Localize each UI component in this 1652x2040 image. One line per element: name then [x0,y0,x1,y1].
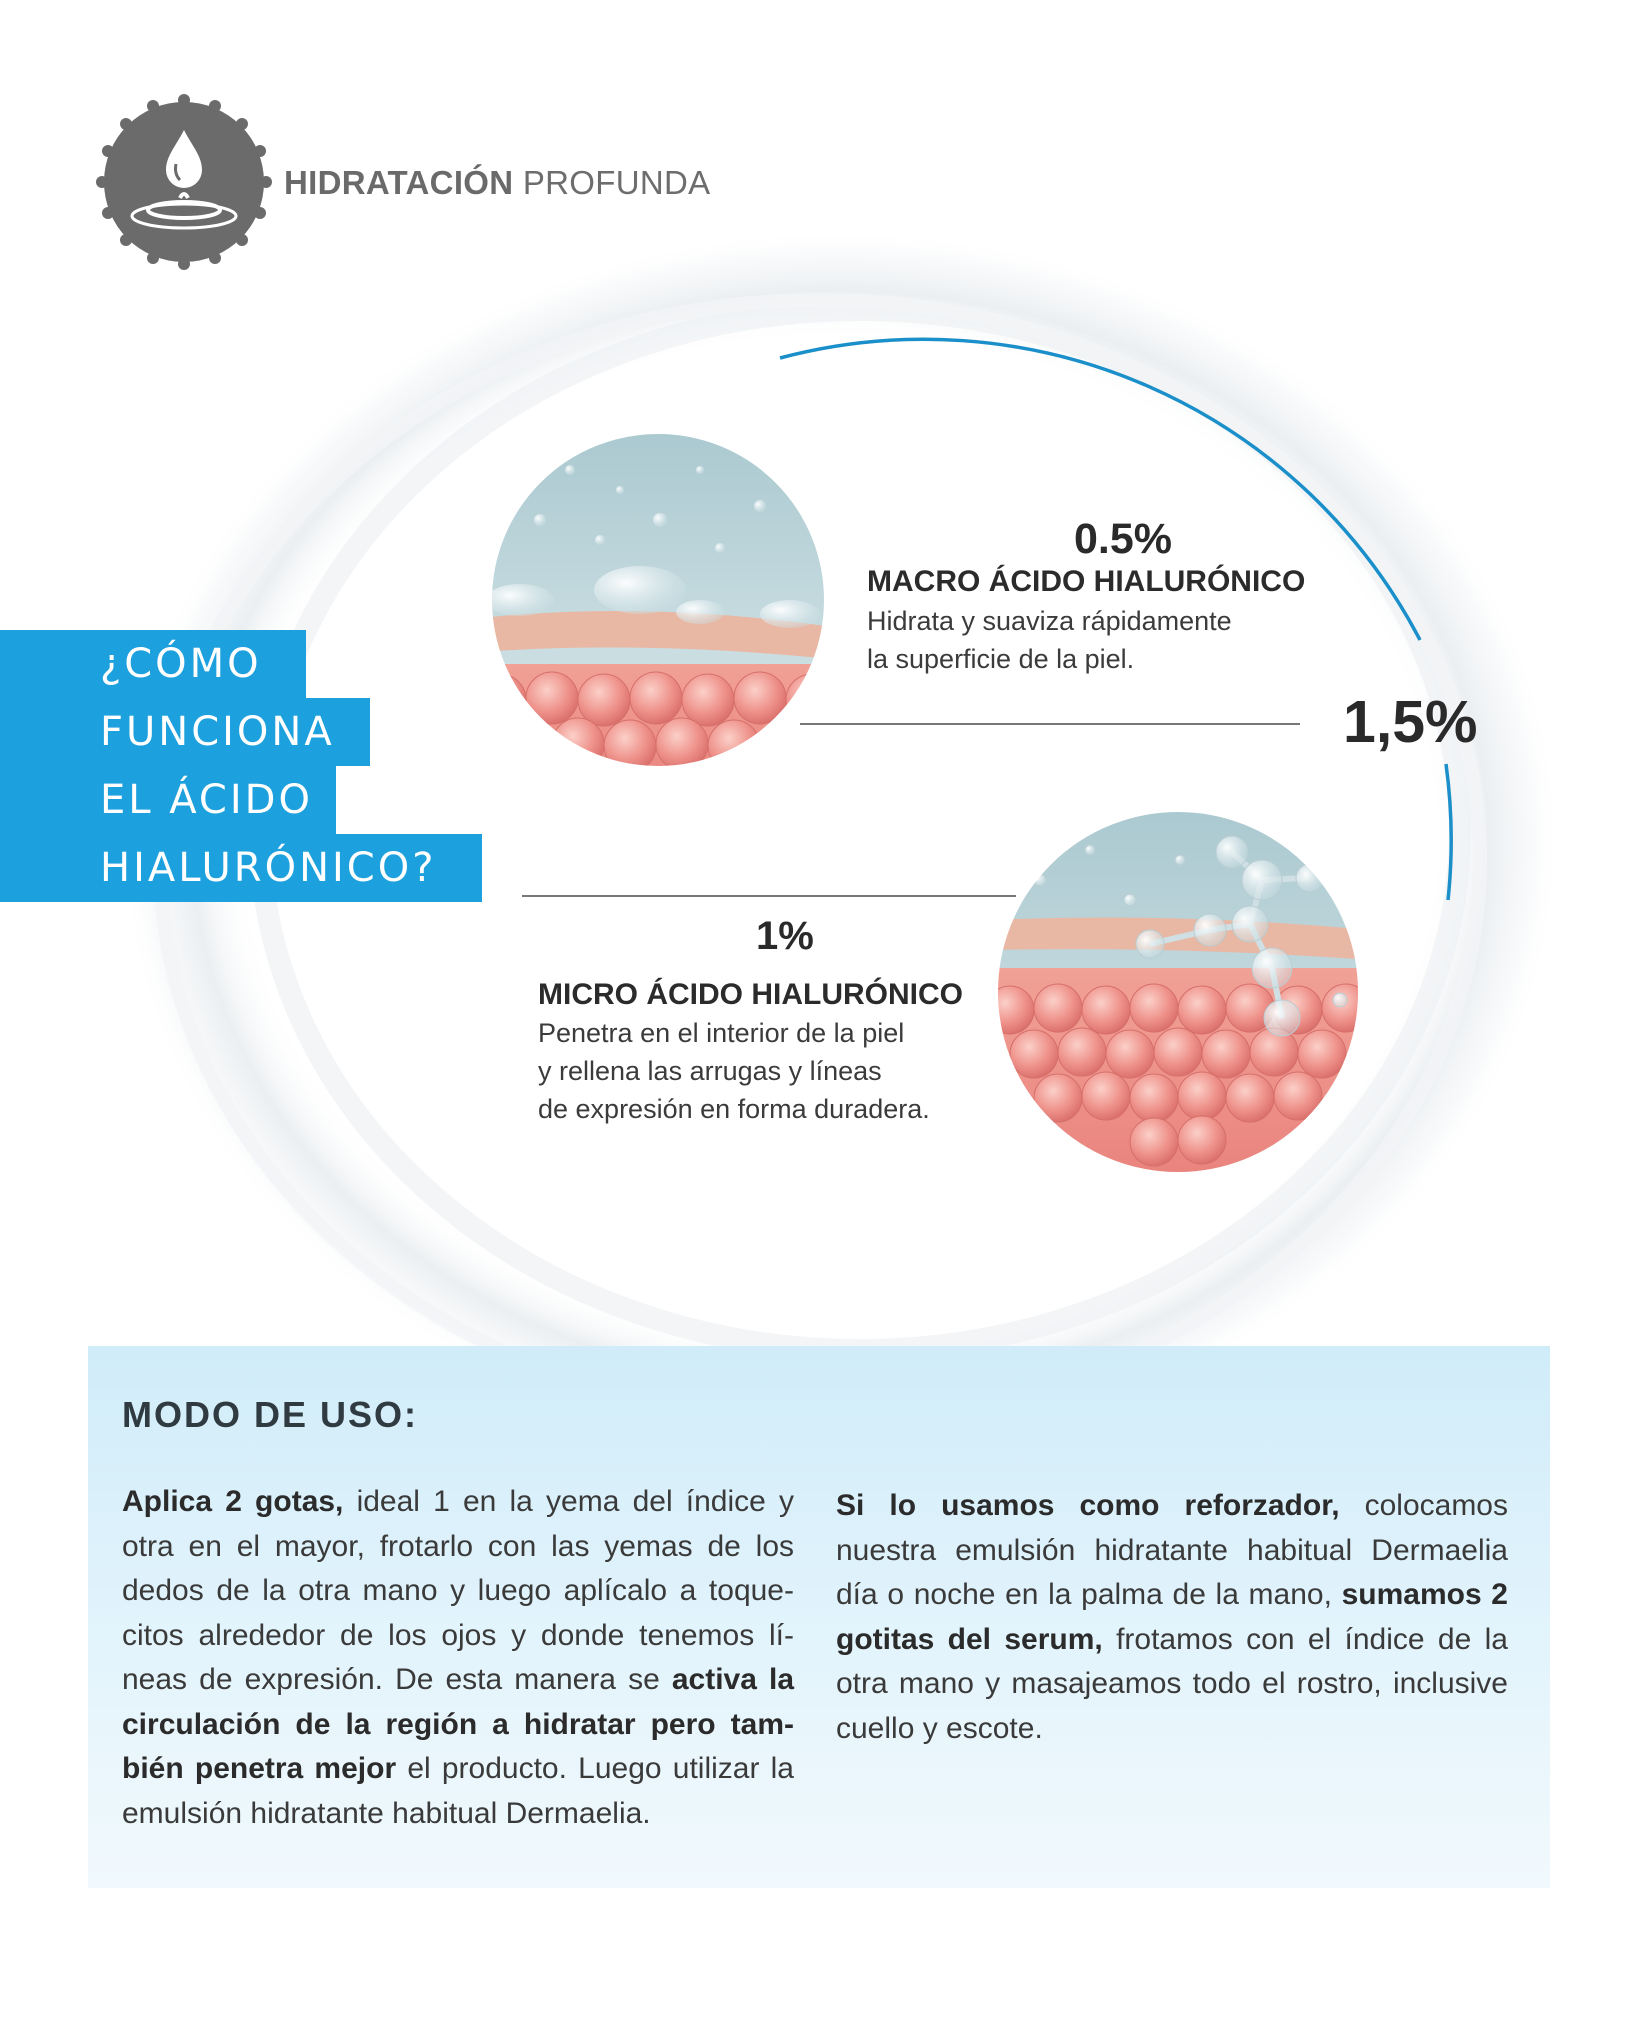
total-percent: 1,5% [1343,689,1478,755]
usage-title: MODO DE USO: [122,1394,419,1435]
page-title: HIDRATACIÓN PROFUNDA [284,164,711,201]
micro-description: Penetra en el interior de la piel y rellena las arrugas y líneas de expresión en forma duradera. [538,1018,930,1124]
water-drop-icon [96,94,272,270]
question-line-2: FUNCIONA [0,698,370,766]
question-line-4: HIALURÓNICO? [0,834,482,902]
macro-description: Hidrata y suaviza rápidamente la superficie de la piel. [867,606,1232,674]
micro-title: MICRO ÁCIDO HIALURÓNICO [538,978,963,1011]
question-line-1: ¿CÓMO [0,630,306,698]
usage-paragraph-right: Si lo usamos como reforzador, colocamos nuestra emulsión hidratante habitual Dermaelia día o noche en la palma de la mano, sumamos 2 gotitas del serum, frotamos con el índice de la otra mano y masajeamos todo el rostro, inclusive cuello y escote. [836,1489,1508,1745]
micro-percent: 1% [756,914,814,958]
macro-percent: 0.5% [1074,515,1173,563]
usage-paragraph-left: Aplica 2 gotas, ideal 1 en la yema del índice y otra en el mayor, frotarlo con las yemas de los dedos de la otra mano y luego aplícalo a toquecitos alrededor de los ojos y donde tenemos líneas de expresión. De esta manera se activa la circulación de la región a hidratar pero también penetra mejor el producto. Luego utilizar la emulsión hidratante habitual Dermaelia. [122,1485,795,1830]
macro-title: MACRO ÁCIDO HIALURÓNICO [867,565,1306,598]
question-line-3: EL ÁCIDO [0,766,336,834]
